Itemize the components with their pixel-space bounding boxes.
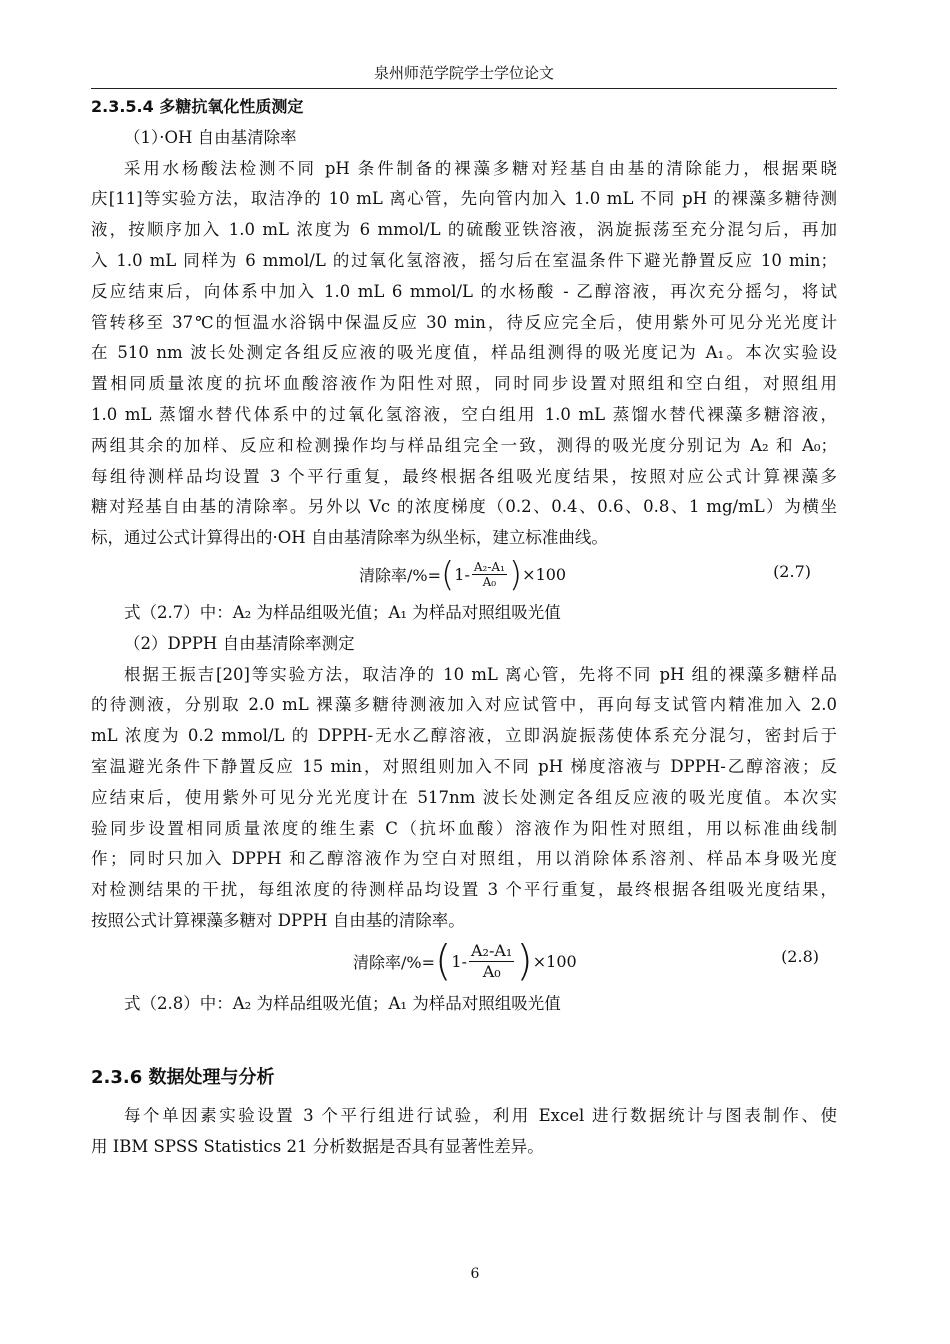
paragraph-line: 的待测液，分别取 2.0 mL 裸藻多糖待测液加入对应试管中，再向每支试管内精准加入 2.0 bbox=[91, 695, 837, 715]
section-2-3-5-4 bbox=[91, 92, 837, 1020]
paragraph-line: 对检测结果的干扰，每组浓度的待测样品均设置 3 个平行重复，最终根据各组吸光度结果， bbox=[91, 880, 837, 900]
formula-lhs: 清除率/%= bbox=[353, 952, 436, 972]
paragraph-line: mL 浓度为 0.2 mmol/L 的 DPPH-无水乙醇溶液，立即涡旋振荡使体系充分混匀，密封后于 bbox=[91, 726, 837, 746]
formula-note: 式（2.7）中：A₂ 为样品组吸光值；A₁ 为样品对照组吸光值 bbox=[124, 602, 561, 622]
formula-2-8 bbox=[91, 937, 837, 989]
fraction-denominator: A₀ bbox=[482, 961, 501, 981]
right-paren: ) bbox=[508, 554, 523, 595]
formula-rhs: ×100 bbox=[532, 951, 577, 971]
right-paren: ) bbox=[516, 936, 533, 986]
page-number: 6 bbox=[470, 1266, 480, 1282]
left-paren: ( bbox=[435, 936, 452, 986]
paragraph-line: 应结束后，使用紫外可见分光光度计在 517nm 波长处测定各组反应液的吸光度值。本次实 bbox=[91, 787, 837, 807]
formula-lhs: 清除率/%= bbox=[359, 566, 442, 586]
formula-rhs: ×100 bbox=[522, 565, 567, 585]
subheading-dpph: （2）DPPH 自由基清除率测定 bbox=[124, 633, 355, 653]
fraction-numerator: A₂-A₁ bbox=[471, 940, 513, 960]
paragraph-line: 两组其余的加样、反应和检测操作均与样品组完全一致，测得的吸光度分别记为 A₂ 和 A₀； bbox=[91, 435, 837, 455]
paragraph-line: 作；同时只加入 DPPH 和乙醇溶液作为空白对照组，用以消除体系溶剂、样品本身吸光度 bbox=[91, 849, 837, 869]
fraction-denominator: A₀ bbox=[482, 575, 497, 590]
formula-number: (2.7) bbox=[773, 561, 811, 581]
paragraph-line: 每组待测样品均设置 3 个平行重复，最终根据各组吸光度结果，按照对应公式计算裸藻多 bbox=[91, 466, 837, 486]
paragraph-line: 1.0 mL 蒸馏水替代体系中的过氧化氢溶液，空白组用 1.0 mL 蒸馏水替代裸藻多糖溶液， bbox=[91, 404, 837, 424]
fraction-numerator: A₂-A₁ bbox=[473, 560, 505, 575]
paragraph-line: 采用水杨酸法检测不同 pH 条件制备的裸藻多糖对羟基自由基的清除能力，根据栗晓 bbox=[124, 158, 837, 178]
paragraph-line: 在 510 nm 波长处测定各组反应液的吸光度值，样品组测得的吸光度记为 A₁。本次实验设 bbox=[91, 343, 837, 363]
paragraph-line: 每个单因素实验设置 3 个平行组进行试验，利用 Excel 进行数据统计与图表制作、使 bbox=[124, 1106, 837, 1125]
formula-note: 式（2.8）中：A₂ 为样品组吸光值；A₁ 为样品对照组吸光值 bbox=[124, 993, 561, 1013]
paragraph-line: 庆[11]等实验方法，取洁净的 10 mL 离心管，先向管内加入 1.0 mL 不同 pH 的裸藻多糖待测 bbox=[91, 189, 837, 209]
paragraph-line: 按照公式计算裸藻多糖对 DPPH 自由基的清除率。 bbox=[91, 910, 465, 930]
formula-number: (2.8) bbox=[781, 946, 819, 966]
subheading-oh: （1）·OH 自由基清除率 bbox=[124, 127, 297, 147]
paragraph-line: 标，通过公式计算得出的·OH 自由基清除率为纵坐标，建立标准曲线。 bbox=[91, 528, 608, 548]
page-header bbox=[91, 62, 837, 89]
section-heading-2-3-6: 2.3.6 数据处理与分析 bbox=[91, 1067, 275, 1088]
fraction bbox=[469, 941, 514, 982]
formula-2-7 bbox=[91, 554, 837, 598]
fraction bbox=[472, 560, 507, 589]
formula-one: 1- bbox=[451, 951, 467, 971]
formula-one: 1- bbox=[454, 565, 470, 585]
paragraph-line: 室温避光条件下静置反应 15 min，对照组则加入不同 pH 梯度溶液与 DPPH-乙醇溶液；反 bbox=[91, 756, 837, 776]
paragraph-line: 入 1.0 mL 同样为 6 mmol/L 的过氧化氢溶液，摇匀后在室温条件下避光静置反应 10 min； bbox=[91, 250, 837, 270]
paragraph-line: 糖对羟基自由基的清除率。另外以 Vc 的浓度梯度（0.2、0.4、0.6、0.8、1 mg/mL）为横坐 bbox=[91, 497, 837, 517]
header-title: 泉州师范学院学士学位论文 bbox=[373, 64, 554, 82]
paragraph-line: 置相同质量浓度的抗坏血酸溶液作为阳性对照，同时同步设置对照组和空白组，对照组用 bbox=[91, 374, 837, 394]
paragraph-line: 验同步设置相同质量浓度的维生素 C（抗坏血酸）溶液作为阳性对照组，用以标准曲线制 bbox=[91, 818, 837, 838]
paragraph-line: 根据王振吉[20]等实验方法，取洁净的 10 mL 离心管，先将不同 pH 组的裸藻多糖样品 bbox=[124, 664, 837, 684]
paragraph-line: 管转移至 37℃的恒温水浴锅中保温反应 30 min，待反应完全后，使用紫外可见分光光度计 bbox=[91, 312, 837, 332]
paragraph-line: 液，按顺序加入 1.0 mL 浓度为 6 mmol/L 的硫酸亚铁溶液，涡旋振荡至充分混匀后，再加 bbox=[91, 220, 837, 240]
left-paren: ( bbox=[441, 554, 455, 595]
paragraph-line: 用 IBM SPSS Statistics 21 分析数据是否具有显著性差异。 bbox=[91, 1136, 544, 1156]
section-heading: 2.3.5.4 多糖抗氧化性质测定 bbox=[91, 97, 304, 116]
paragraph-dpph-method bbox=[91, 660, 837, 937]
paragraph-data-analysis bbox=[91, 1101, 837, 1163]
paragraph-line: 反应结束后，向体系中加入 1.0 mL 6 mmol/L 的水杨酸 - 乙醇溶液，再次充分摇匀，将试 bbox=[91, 281, 837, 301]
paragraph-oh-method bbox=[91, 154, 837, 554]
